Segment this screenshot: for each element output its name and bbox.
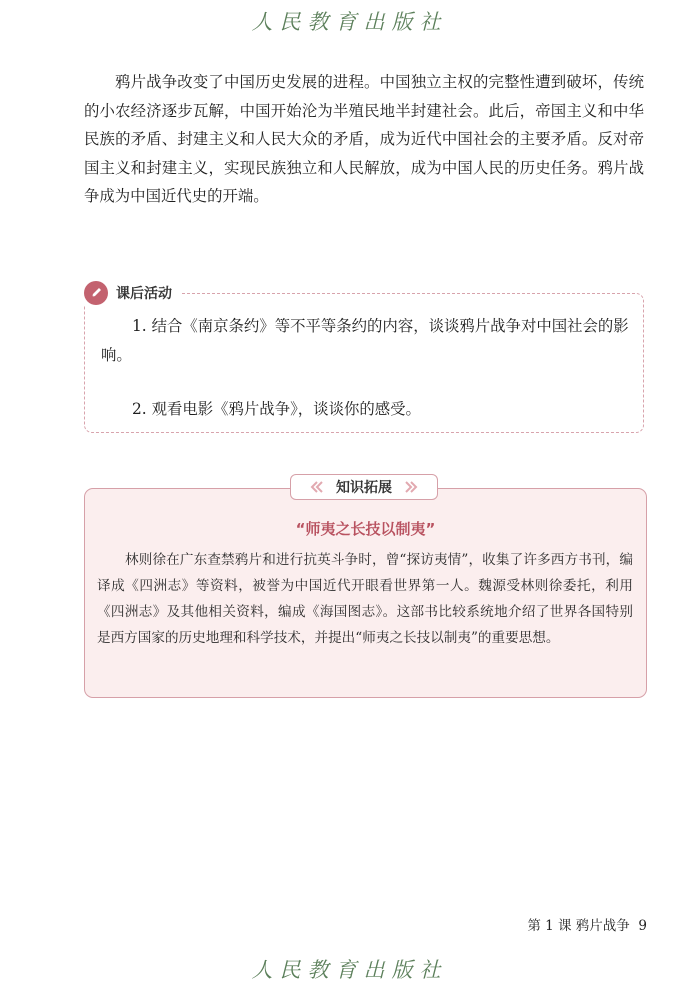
activity-header: [84, 280, 180, 306]
knowledge-text: 林则徐在广东查禁鸦片和进行抗英斗争时，曾“探访夷情”，收集了许多西方书刊，编译成《四洲志》等资料，被誉为中国近代开眼看世界第一人。魏源受林则徐委托，利用《四洲志》及其他相关资料，编成《海国图志》。这部书比较系统地介绍了世界各国特别是西方国家的历史地理和科学技术，并提出“师夷之长技以制夷”的重要思想。: [97, 552, 633, 646]
main-paragraph: 鸦片战争改变了中国历史发展的进程。中国独立主权的完整性遭到破坏，传统的小农经济逐步瓦解，中国开始沦为半殖民地半封建社会。此后，帝国主义和中华民族的矛盾、封建主义和人民大众的矛盾，成为近代中国社会的主要矛盾。反对帝国主义和封建主义，实现民族独立和人民解放，成为中国人民的历史任务。鸦片战争成为中国近代史的开端。: [84, 73, 644, 205]
pen-icon: [84, 281, 108, 305]
chevron-left-icon: [310, 481, 324, 493]
knowledge-tab: [290, 474, 438, 500]
activity-item-2: 2. 观看电影《鸦片战争》，谈谈你的感受。: [132, 400, 421, 418]
page-footer: [527, 914, 647, 934]
footer-lesson: 第 1 课 鸦片战争: [527, 918, 630, 934]
knowledge-heading: “师夷之长技以制夷”: [295, 520, 436, 538]
publisher-logo-bottom: 人民教育出版社: [251, 958, 448, 982]
publisher-logo-top: 人民教育出版社: [251, 10, 448, 34]
chevron-right-icon: [404, 481, 418, 493]
activity-title: 课后活动: [116, 286, 172, 302]
activity-item-1: 1. 结合《南京条约》等不平等条约的内容，谈谈鸦片战争对中国社会的影响。: [101, 317, 629, 364]
knowledge-tab-label: 知识拓展: [336, 480, 392, 496]
page-number: 9: [638, 918, 647, 934]
